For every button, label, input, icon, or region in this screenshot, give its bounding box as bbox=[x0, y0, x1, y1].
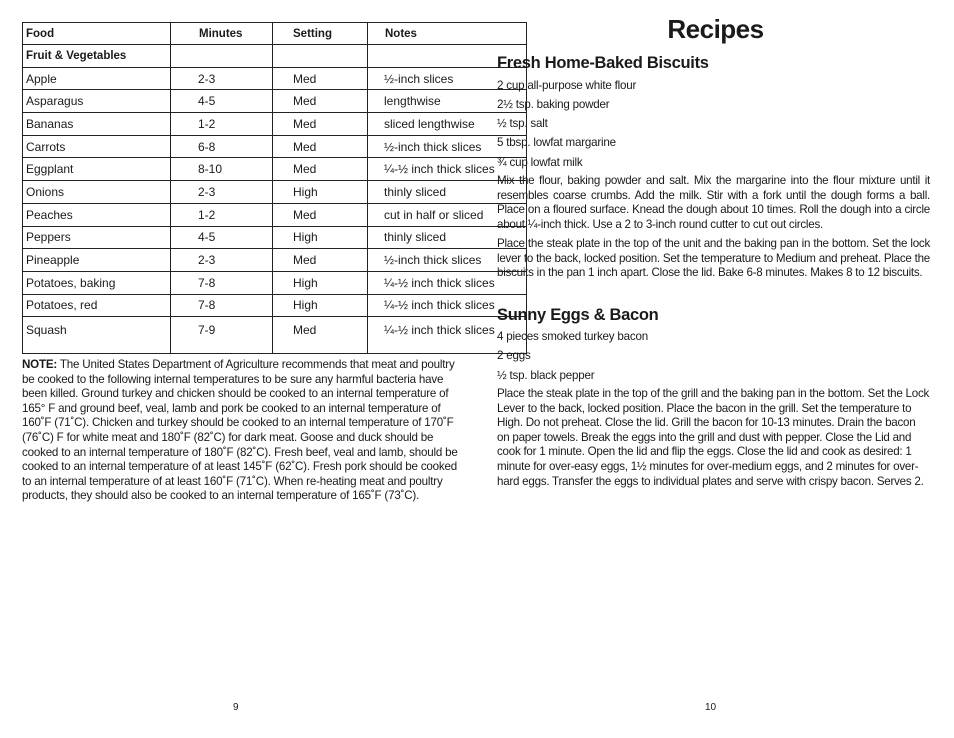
notes-cell: ½-inch slices bbox=[368, 67, 527, 90]
minutes-cell: 8-10 bbox=[171, 158, 273, 181]
notes-cell: thinly sliced bbox=[368, 226, 527, 249]
food-cell: Squash bbox=[26, 323, 67, 338]
recipe-title-biscuits: Fresh Home-Baked Biscuits bbox=[497, 54, 709, 72]
food-cell: Peppers bbox=[23, 226, 171, 249]
ingredient: ½ tsp. salt bbox=[497, 117, 548, 130]
setting-cell: Med bbox=[273, 317, 368, 354]
usda-note bbox=[22, 358, 458, 504]
minutes-cell: 2-3 bbox=[171, 249, 273, 272]
page-title: Recipes bbox=[667, 14, 764, 44]
setting-cell: Med bbox=[273, 249, 368, 272]
table-row bbox=[23, 90, 527, 113]
table-row bbox=[23, 181, 527, 204]
setting-cell: Med bbox=[273, 90, 368, 113]
food-cell: Asparagus bbox=[23, 90, 171, 113]
ingredient: 5 tbsp. lowfat margarine bbox=[497, 136, 616, 149]
page-number-right: 10 bbox=[705, 702, 717, 713]
food-cell: Potatoes, red bbox=[23, 294, 171, 317]
recipe-step: Mix the flour, baking powder and salt. Mix the margarine into the flour mixture until it resembles coarse crumbs. Add the milk. Stir with a fork until the dough forms a ball. Place on a floured surface. Knead the dough about 10 times. Roll the dough into a circle about ¼-inch thick. Use a 2 to 3-inch round cutter to cut out circles. bbox=[497, 174, 930, 231]
ingredient: ¾ cup lowfat milk bbox=[497, 156, 583, 169]
table-row bbox=[23, 135, 527, 158]
food-cell: Eggplant bbox=[23, 158, 171, 181]
setting-cell: High bbox=[273, 226, 368, 249]
minutes-cell: 1-2 bbox=[171, 203, 273, 226]
food-cell: Potatoes, baking bbox=[23, 271, 171, 294]
recipe-step: Place the steak plate in the top of the grill and the baking pan in the bottom. Set the Lock Lever to the back, locked position. Place the bacon in the grill. Set the temperature to High. Do not preheat. Close the lid. Grill the bacon for 10-13 minutes. Drain the bacon on paper towels. Break the eggs into the grill and dust with pepper. Close the Lid and cook for 1 minute. Open the lid and flip the eggs. Close the lid and cook as desired: 1 minute for over-easy eggs, 1½ minutes for over-medium eggs, and 2 minutes for over-hard eggs. Transfer the eggs to individual plates and serve with crispy bacon. Serves 2. bbox=[497, 387, 930, 488]
right-page bbox=[477, 0, 954, 738]
table-row bbox=[23, 271, 527, 294]
table-row bbox=[23, 317, 527, 354]
table-row bbox=[23, 226, 527, 249]
minutes-cell: 7-8 bbox=[171, 294, 273, 317]
ingredient: 2 eggs bbox=[497, 349, 531, 362]
minutes-cell: 7-9 bbox=[171, 317, 273, 354]
minutes-cell: 7-8 bbox=[171, 271, 273, 294]
food-cell: Carrots bbox=[23, 135, 171, 158]
minutes-cell: 1-2 bbox=[171, 113, 273, 136]
notes-cell: ¼-½ inch thick slices bbox=[368, 158, 527, 181]
notes-cell: cut in half or sliced bbox=[368, 203, 527, 226]
food-cell: Apple bbox=[23, 67, 171, 90]
header-setting: Setting bbox=[273, 23, 368, 45]
table-row bbox=[23, 113, 527, 136]
notes-cell: lengthwise bbox=[368, 90, 527, 113]
table-row bbox=[23, 249, 527, 272]
setting-cell: Med bbox=[273, 113, 368, 136]
recipe-title-eggs-bacon: Sunny Eggs & Bacon bbox=[497, 306, 659, 324]
group-label: Fruit & Vegetables bbox=[23, 45, 171, 68]
minutes-cell: 2-3 bbox=[171, 67, 273, 90]
setting-cell: Med bbox=[273, 135, 368, 158]
notes-cell: ¼-½ inch thick slices bbox=[368, 271, 527, 294]
table-header-row bbox=[23, 23, 527, 45]
table-row bbox=[23, 158, 527, 181]
note-label: NOTE: bbox=[22, 358, 58, 371]
notes-cell: ¼-½ inch thick slices bbox=[368, 294, 527, 317]
setting-cell: Med bbox=[273, 203, 368, 226]
ingredient: 4 pieces smoked turkey bacon bbox=[497, 330, 649, 343]
table-group-row bbox=[23, 45, 527, 68]
header-food: Food bbox=[23, 23, 171, 45]
minutes-cell: 4-5 bbox=[171, 226, 273, 249]
notes-cell: ½-inch thick slices bbox=[368, 135, 527, 158]
ingredient: 2½ tsp. baking powder bbox=[497, 98, 610, 111]
header-minutes: Minutes bbox=[171, 23, 273, 45]
setting-cell: High bbox=[273, 294, 368, 317]
minutes-cell: 2-3 bbox=[171, 181, 273, 204]
notes-cell: thinly sliced bbox=[368, 181, 527, 204]
note-text: The United States Department of Agriculture recommends that meat and poultry be cooked to the following internal temperatures to be sure any harmful bacteria have been killed. Ground turkey and chicken should be cooked to an internal temperature of 165° F and ground beef, veal, lamb and pork be cooked to an internal temperature of 160˚F (71˚C). Chicken and turkey should be cooked to an internal temperature of 170˚F (76˚C) F for white meat and 180˚F (82˚C) for dark meat. Goose and duck should be cooked to an internal temperature of 180˚F (82˚C). Fresh beef, veal and lamb, should be cooked to an internal temperature of at least 145˚F (62˚C). Fresh pork should be cooked to an internal temperature of at least 160˚F (71˚C). When re-heating meat and poultry products, they should also be cooked to an internal temperature of 165˚F (73˚C). bbox=[22, 358, 458, 503]
setting-cell: High bbox=[273, 181, 368, 204]
ingredient: ½ tsp. black pepper bbox=[497, 369, 595, 382]
recipe-step: Place the steak plate in the top of the unit and the baking pan in the bottom. Set the lock lever to the back, locked position. Set the temperature to Medium and preheat. Place the biscuits in the pan 1 inch apart. Close the lid. Bake 6-8 minutes. Makes 8 to 12 biscuits. bbox=[497, 237, 930, 280]
cooking-chart-table bbox=[22, 22, 527, 354]
setting-cell: Med bbox=[273, 158, 368, 181]
minutes-cell: 4-5 bbox=[171, 90, 273, 113]
notes-cell: sliced lengthwise bbox=[368, 113, 527, 136]
food-cell: Onions bbox=[23, 181, 171, 204]
page-number-left: 9 bbox=[233, 702, 239, 713]
table-body bbox=[23, 45, 527, 354]
setting-cell: High bbox=[273, 271, 368, 294]
table-row bbox=[23, 294, 527, 317]
header-notes: Notes bbox=[368, 23, 527, 45]
ingredient: 2 cup all-purpose white flour bbox=[497, 79, 637, 92]
table-row bbox=[23, 203, 527, 226]
notes-cell: ¼-½ inch thick slices bbox=[368, 317, 527, 354]
notes-cell: ½-inch thick slices bbox=[368, 249, 527, 272]
food-cell: Pineapple bbox=[23, 249, 171, 272]
setting-cell: Med bbox=[273, 67, 368, 90]
minutes-cell: 6-8 bbox=[171, 135, 273, 158]
food-cell: Bananas bbox=[23, 113, 171, 136]
table-row bbox=[23, 67, 527, 90]
food-cell: Peaches bbox=[23, 203, 171, 226]
